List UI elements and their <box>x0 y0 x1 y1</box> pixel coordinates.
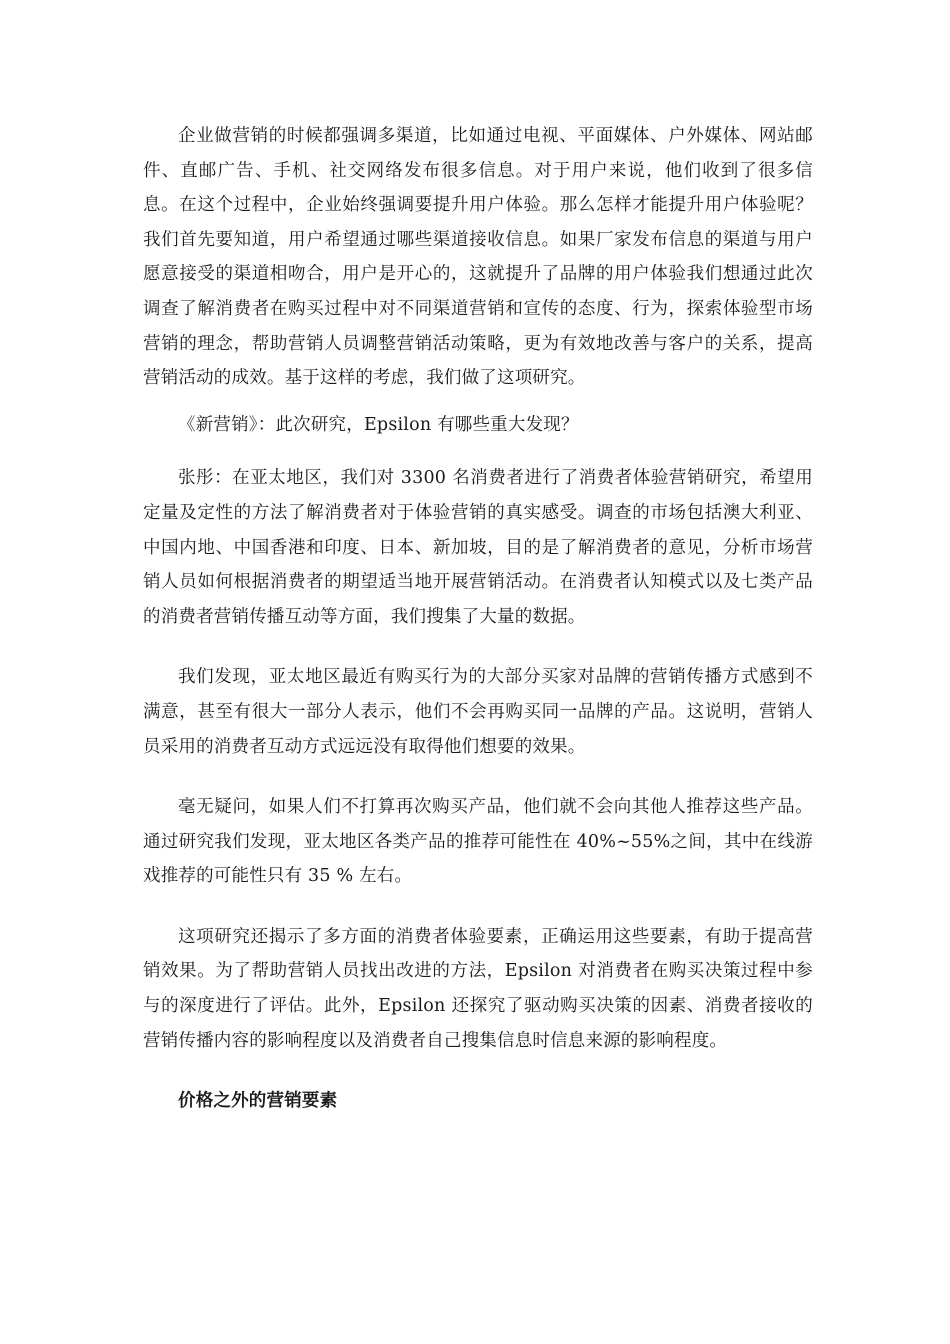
section-heading: 价格之外的营销要素 <box>178 1091 338 1112</box>
paragraph-experience-factors: 这项研究还揭示了多方面的消费者体验要素，正确运用这些要素，有助于提高营销效果。为了帮助营销人员找出改进的方法，Epsilon 对消费者在购买决策过程中参与的深度进行了评估。此外，Epsilon 还探究了驱动购买决策的因素、消费者接收的营销传播内容的影响程度以及消费者自己搜集信息时信息来源的影响程度。 <box>143 926 813 1051</box>
paragraph-recommendation: 毫无疑问，如果人们不打算再次购买产品，他们就不会向其他人推荐这些产品。通过研究我们发现，亚太地区各类产品的推荐可能性在 40%~55%之间，其中在线游戏推荐的可能性只有 35 % 左右。 <box>143 797 813 887</box>
paragraph-interview-question: 《新营销》：此次研究，Epsilon 有哪些重大发现？ <box>178 414 579 435</box>
paragraph-findings: 我们发现，亚太地区最近有购买行为的大部分买家对品牌的营销传播方式感到不满意，甚至有很大一部分人表示，他们不会再购买同一品牌的产品。这说明，营销人员采用的消费者互动方式远远没有取得他们想要的效果。 <box>143 667 813 757</box>
paragraph-intro: 企业做营销的时候都强调多渠道，比如通过电视、平面媒体、户外媒体、网站邮件、直邮广告、手机、社交网络发布很多信息。对于用户来说，他们收到了很多信息。在这个过程中，企业始终强调要提升用户体验。那么怎样才能提升用户体验呢？我们首先要知道，用户希望通过哪些渠道接收信息。如果厂家发布信息的渠道与用户愿意接受的渠道相吻合，用户是开心的，这就提升了品牌的用户体验我们想通过此次调查了解消费者在购买过程中对不同渠道营销和宣传的态度、行为，探索体验型市场营销的理念，帮助营销人员调整营销活动策略，更为有效地改善与客户的关系，提高营销活动的成效。基于这样的考虑，我们做了这项研究。 <box>143 126 813 389</box>
article-body <box>143 119 813 1145</box>
paragraph-answer-survey: 张彤：在亚太地区，我们对 3300 名消费者进行了消费者体验营销研究，希望用定量及定性的方法了解消费者对于体验营销的真实感受。调查的市场包括澳大利亚、中国内地、中国香港和印度、日本、新加坡，目的是了解消费者的意见，分析市场营销人员如何根据消费者的期望适当地开展营销活动。在消费者认知模式以及七类产品的消费者营销传播互动等方面，我们搜集了大量的数据。 <box>143 468 813 627</box>
